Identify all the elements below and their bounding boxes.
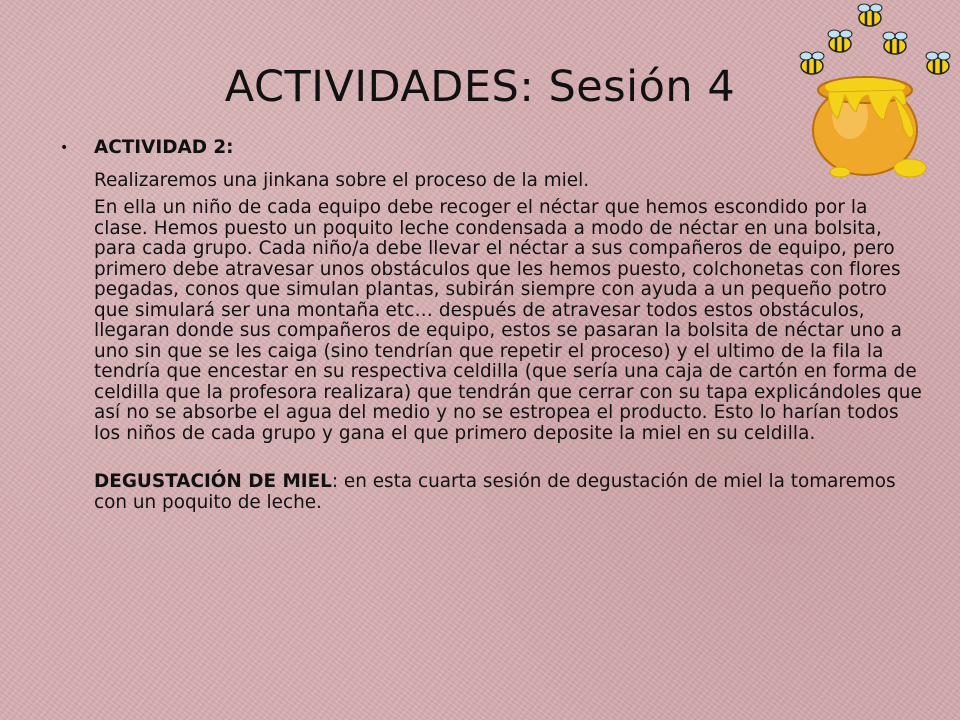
bee-icon bbox=[828, 30, 852, 52]
body-paragraph: En ella un niño de cada equipo debe recoger el néctar que hemos escondido por la clase. Hemos puesto un poquito leche condensada a modo de néctar en una bolsita, para cada grupo. Cada niño/a debe llevar el néctar a sus compañeros de equipo, pero primero debe atravesar unos obstáculos que les hemos puesto, colchonetas con flores pegadas, conos que simulan plantas, subirán siempre con ayuda a un pequeño potro que simulará ser una montaña etc… después de atravesar todos estos obstáculos, llegaran donde sus compañeros de equipo, estos se pasaran la bolsita de néctar uno a uno sin que se les caiga (sino tendrían que repetir el proceso) y el ultimo de la fila la tendría que encestar en su respectiva celdilla (que sería una caja de cartón en forma de celdilla que la profesora realizara) que tendrán que cerrar con su tapa explicándoles que así no se absorbe el agua del medio y no se estropea el producto. Esto lo harían todos los niños de cada grupo y gana el que primero deposite la miel en su celdilla. bbox=[94, 197, 922, 444]
bee-icon bbox=[858, 4, 882, 26]
bullet-item bbox=[60, 138, 925, 159]
slide-title: ACTIVIDADES: Sesión 4 bbox=[224, 62, 736, 112]
bee-icon bbox=[800, 52, 824, 74]
bee-icon bbox=[883, 32, 907, 54]
tasting-text: : en esta cuarta sesión de degustación de miel la tomaremos con un poquito de leche. bbox=[94, 471, 896, 513]
intro-paragraph: Realizaremos una jinkana sobre el proceso de la miel. bbox=[94, 169, 590, 191]
tasting-paragraph bbox=[60, 472, 925, 513]
tasting-label: DEGUSTACIÓN DE MIEL bbox=[94, 471, 332, 492]
bee-icon bbox=[926, 52, 950, 74]
activity-heading: ACTIVIDAD 2: bbox=[94, 137, 234, 158]
slide-content bbox=[60, 138, 925, 513]
bullet-icon: • bbox=[60, 140, 69, 156]
